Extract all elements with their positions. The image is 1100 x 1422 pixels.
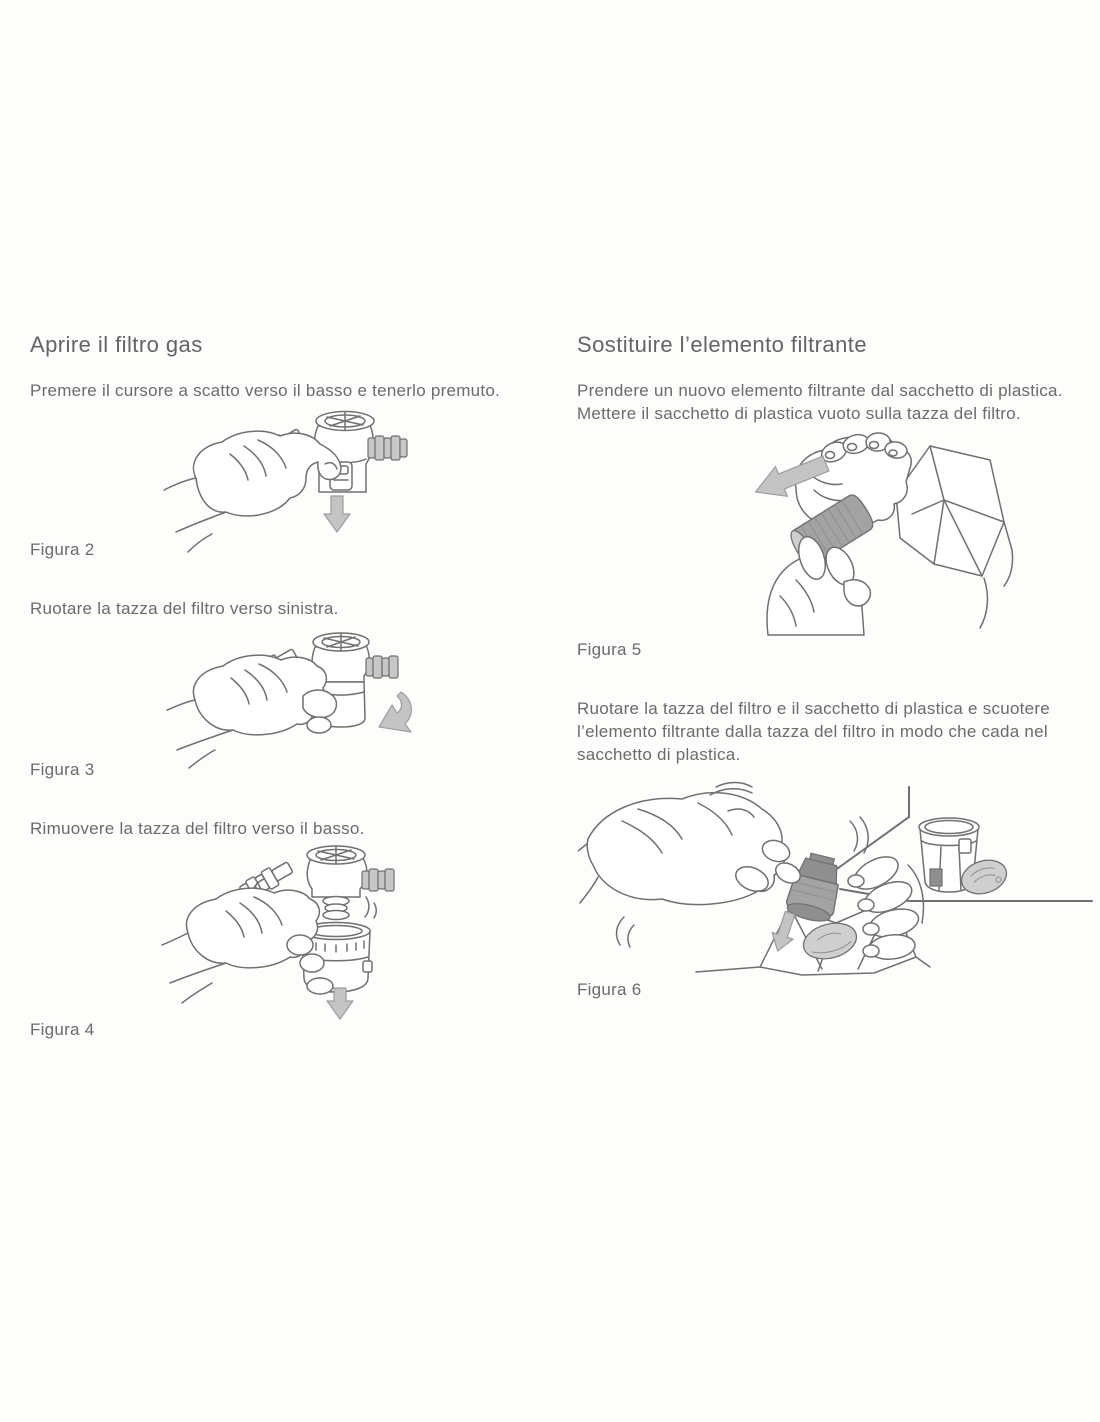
down-arrow-icon <box>324 496 350 532</box>
figure-3-illustration <box>165 630 440 770</box>
figure-4-caption: Figura 4 <box>30 1020 95 1039</box>
figure-6-illustration <box>578 781 1098 981</box>
figure-5-illustration <box>600 430 1095 637</box>
section-heading-open-gas-filter: Aprire il filtro gas <box>30 332 203 357</box>
instruction-rotate-cup-left: Ruotare la tazza del filtro verso sinistra. <box>30 599 339 618</box>
left-hand-drawing <box>578 793 804 905</box>
instruction-shake-element-into-bag: Ruotare la tazza del filtro e il sacchetto di plastica e scuotere l’elemento filtrante dalla tazza del filtro in modo che cada nel sacchetto di plastica. <box>577 699 1050 764</box>
section-heading-replace-filter-element: Sostituire l’elemento filtrante <box>577 332 867 357</box>
instruction-take-new-element: Prendere un nuovo elemento filtrante dal sacchetto di plastica. Mettere il sacchetto di plastica vuoto sulla tazza del filtro. <box>577 381 1063 423</box>
hand-drawing <box>162 888 333 1003</box>
figure-5-caption: Figura 5 <box>577 640 642 659</box>
figure-2-caption: Figura 2 <box>30 540 95 559</box>
figure-4-illustration <box>160 841 465 1021</box>
plastic-bag-drawing <box>896 446 1013 628</box>
down-arrow-icon <box>327 988 353 1019</box>
hand-drawing <box>167 655 336 768</box>
rotate-left-arrow-icon <box>379 692 411 732</box>
instruction-press-slider: Premere il cursore a scatto verso il basso e tenerlo premuto. <box>30 381 501 400</box>
figure-3-caption: Figura 3 <box>30 760 95 779</box>
lower-hand-drawing <box>767 533 870 635</box>
instruction-remove-cup-down: Rimuovere la tazza del filtro verso il basso. <box>30 819 365 838</box>
figure-6-caption: Figura 6 <box>577 980 642 999</box>
hand-drawing <box>164 431 341 552</box>
figure-2-illustration <box>160 404 440 554</box>
